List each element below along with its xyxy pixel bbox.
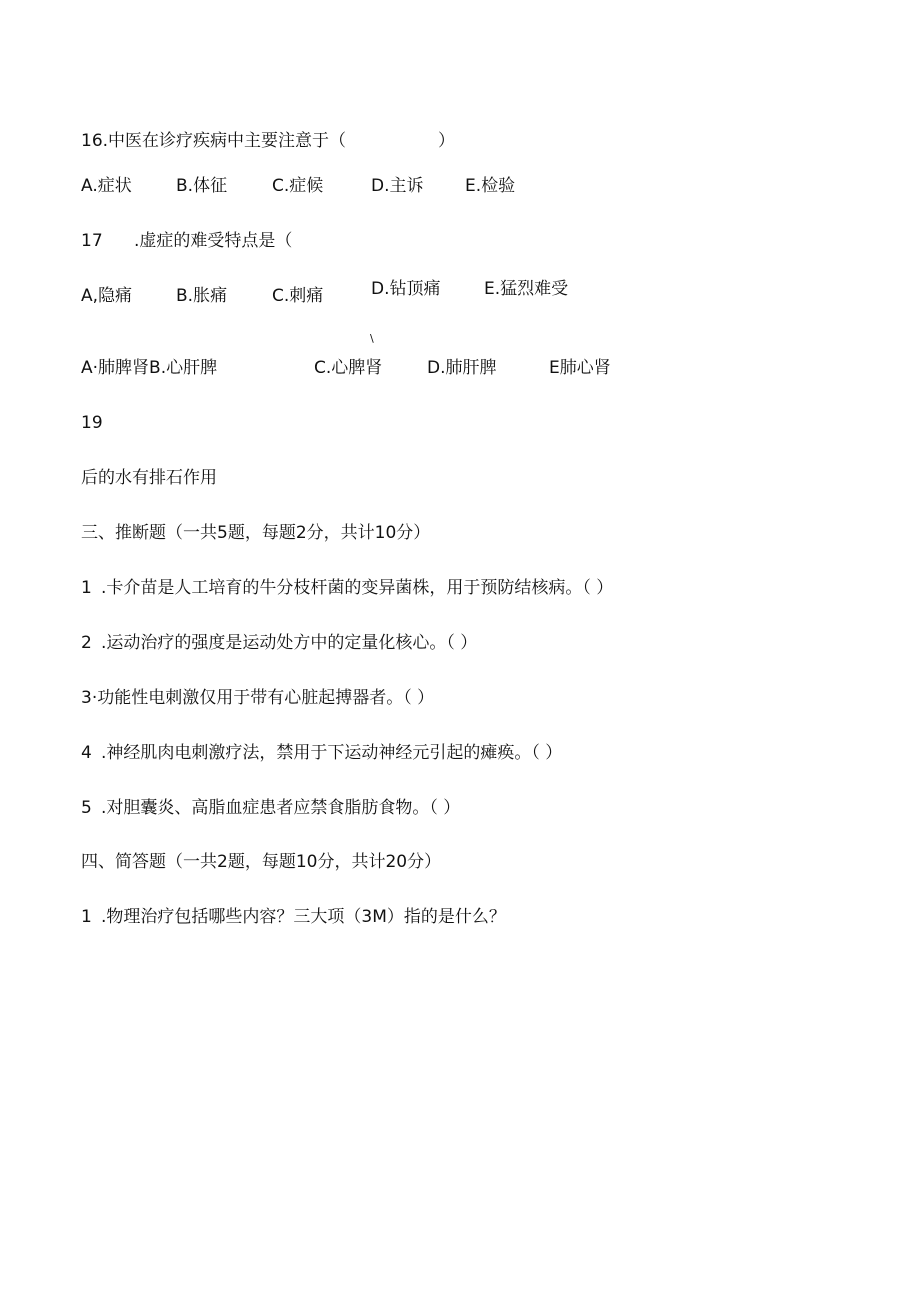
s4-item-1-text: .物理治疗包括哪些内容？三大项（3M）指的是什么？ <box>101 907 506 927</box>
q19-fragment: 后的水有排石作用 <box>81 468 217 488</box>
q17-number: 17 <box>81 231 103 251</box>
section4-heading: 四、简答题（一共2题，每题10分，共计20分） <box>81 852 442 872</box>
s4-item-1-num: 1 <box>81 907 92 927</box>
q17-option-c: C.刺痛 <box>272 286 324 306</box>
s3-item-5-num: 5 <box>81 798 92 818</box>
q17-option-e: E.猛烈难受 <box>484 279 569 299</box>
s3-item-5-text: .对胆囊炎、高脂血症患者应禁食脂肪食物。（ ） <box>101 798 461 818</box>
q18-option-c: C.心脾肾 <box>314 358 383 378</box>
s3-item-4-num: 4 <box>81 743 92 763</box>
q18-option-d: D.肺肝脾 <box>427 358 497 378</box>
s3-item-3-text: 3·功能性电刺激仅用于带有心脏起搏器者。（ ） <box>81 688 435 708</box>
s3-item-4-text: .神经肌肉电刺激疗法，禁用于下运动神经元引起的瘫痪。（ ） <box>101 743 563 763</box>
q16-option-c: C.症候 <box>272 176 324 196</box>
q19-number: 19 <box>81 413 103 433</box>
s3-item-2-num: 2 <box>81 633 92 653</box>
q16-stem: 16.中医在诊疗疾病中主要注意于（ <box>81 131 347 151</box>
section3-heading: 三、推断题（一共5题，每题2分，共计10分） <box>81 523 431 543</box>
q16-option-e: E.检验 <box>465 176 516 196</box>
q17-option-a: A,隐痛 <box>81 286 133 306</box>
s3-item-1-num: 1 <box>81 578 92 598</box>
s3-item-1-text: .卡介苗是人工培育的牛分枝杆菌的变异菌株，用于预防结核病。（ ） <box>101 578 614 598</box>
q16-option-d: D.主诉 <box>371 176 424 196</box>
q16-option-b: B.体征 <box>176 176 228 196</box>
q17-option-d: D.钻顶痛 <box>371 279 441 299</box>
q18-stray-mark: \ <box>370 332 374 345</box>
q17-stem: .虚症的难受特点是（ <box>134 231 293 251</box>
q18-option-ab: A·肺脾肾B.心肝脾 <box>81 358 218 378</box>
q18-option-e: E肺心肾 <box>549 358 611 378</box>
q16-option-a: A.症状 <box>81 176 132 196</box>
q17-option-b: B.胀痛 <box>176 286 228 306</box>
q16-line <box>81 131 455 151</box>
q16-close: ） <box>438 131 456 151</box>
s3-item-2-text: .运动治疗的强度是运动处方中的定量化核心。（ ） <box>101 633 478 653</box>
